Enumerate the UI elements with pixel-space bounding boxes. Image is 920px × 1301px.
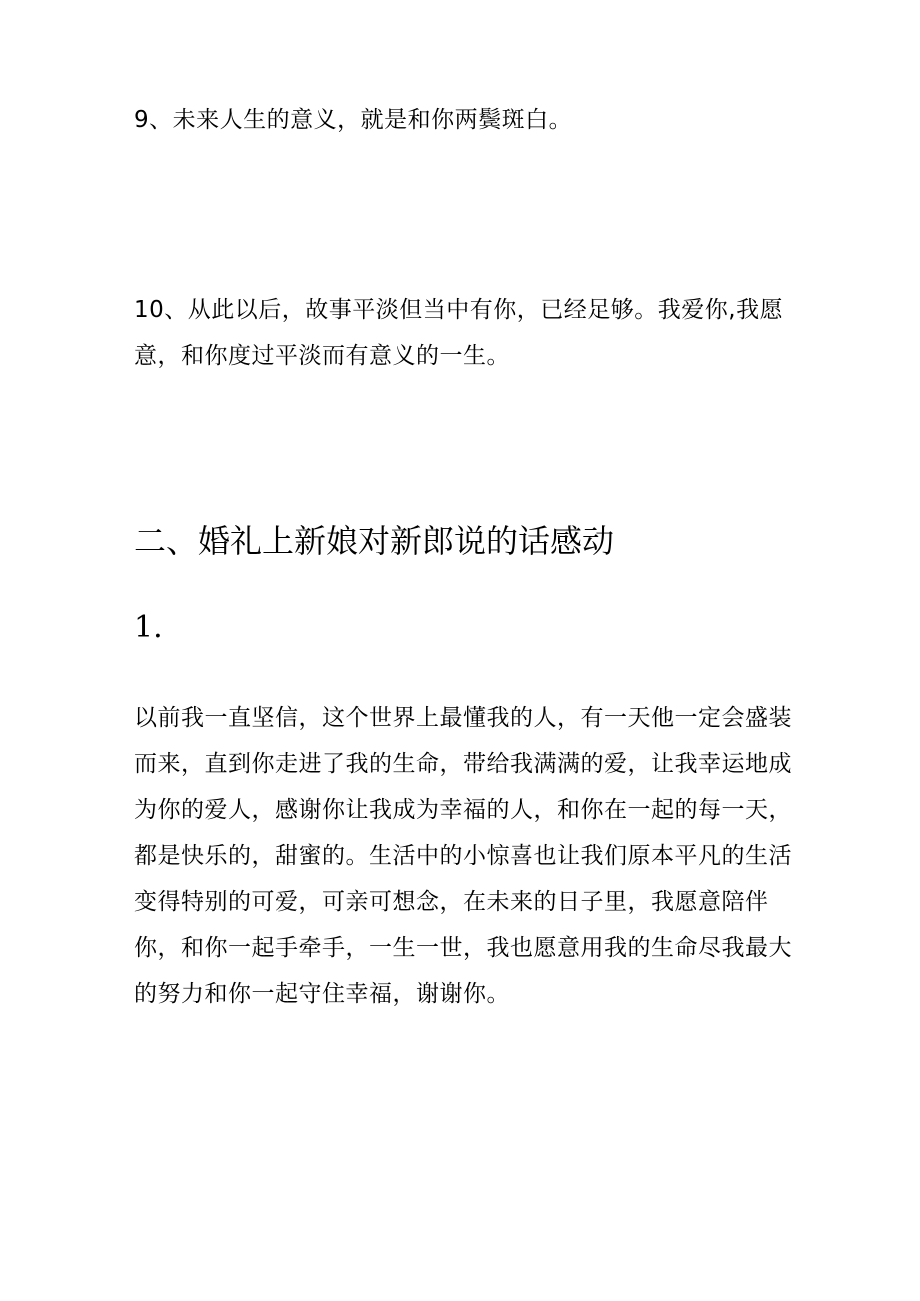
list-item-9 [134,97,794,143]
list-item-10-text: 10、从此以后，故事平淡但当中有你，已经足够。我爱你,我愿意，和你度过平淡而有意义的一生。 [134,297,784,369]
sub-item-number: 1. [134,610,163,645]
section-heading: 二、婚礼上新娘对新郎说的话感动 [134,522,615,560]
list-item-10 [134,287,794,379]
sub-item-body [134,695,794,1017]
list-item-9-text: 9、未来人生的意义，就是和你两鬓斑白。 [134,107,573,133]
sub-item-body-text: 以前我一直坚信，这个世界上最懂我的人，有一天他一定会盛装而来，直到你走进了我的生命，带给我满满的爱，让我幸运地成为你的爱人，感谢你让我成为幸福的人，和你在一起的每一天，都是快乐的，甜蜜的。生活中的小惊喜也让我们原本平凡的生活变得特别的可爱，可亲可想念，在未来的日子里，我愿意陪伴你，和你一起手牵手，一生一世，我也愿意用我的生命尽我最大的努力和你一起守住幸福，谢谢你。 [134,705,792,1007]
